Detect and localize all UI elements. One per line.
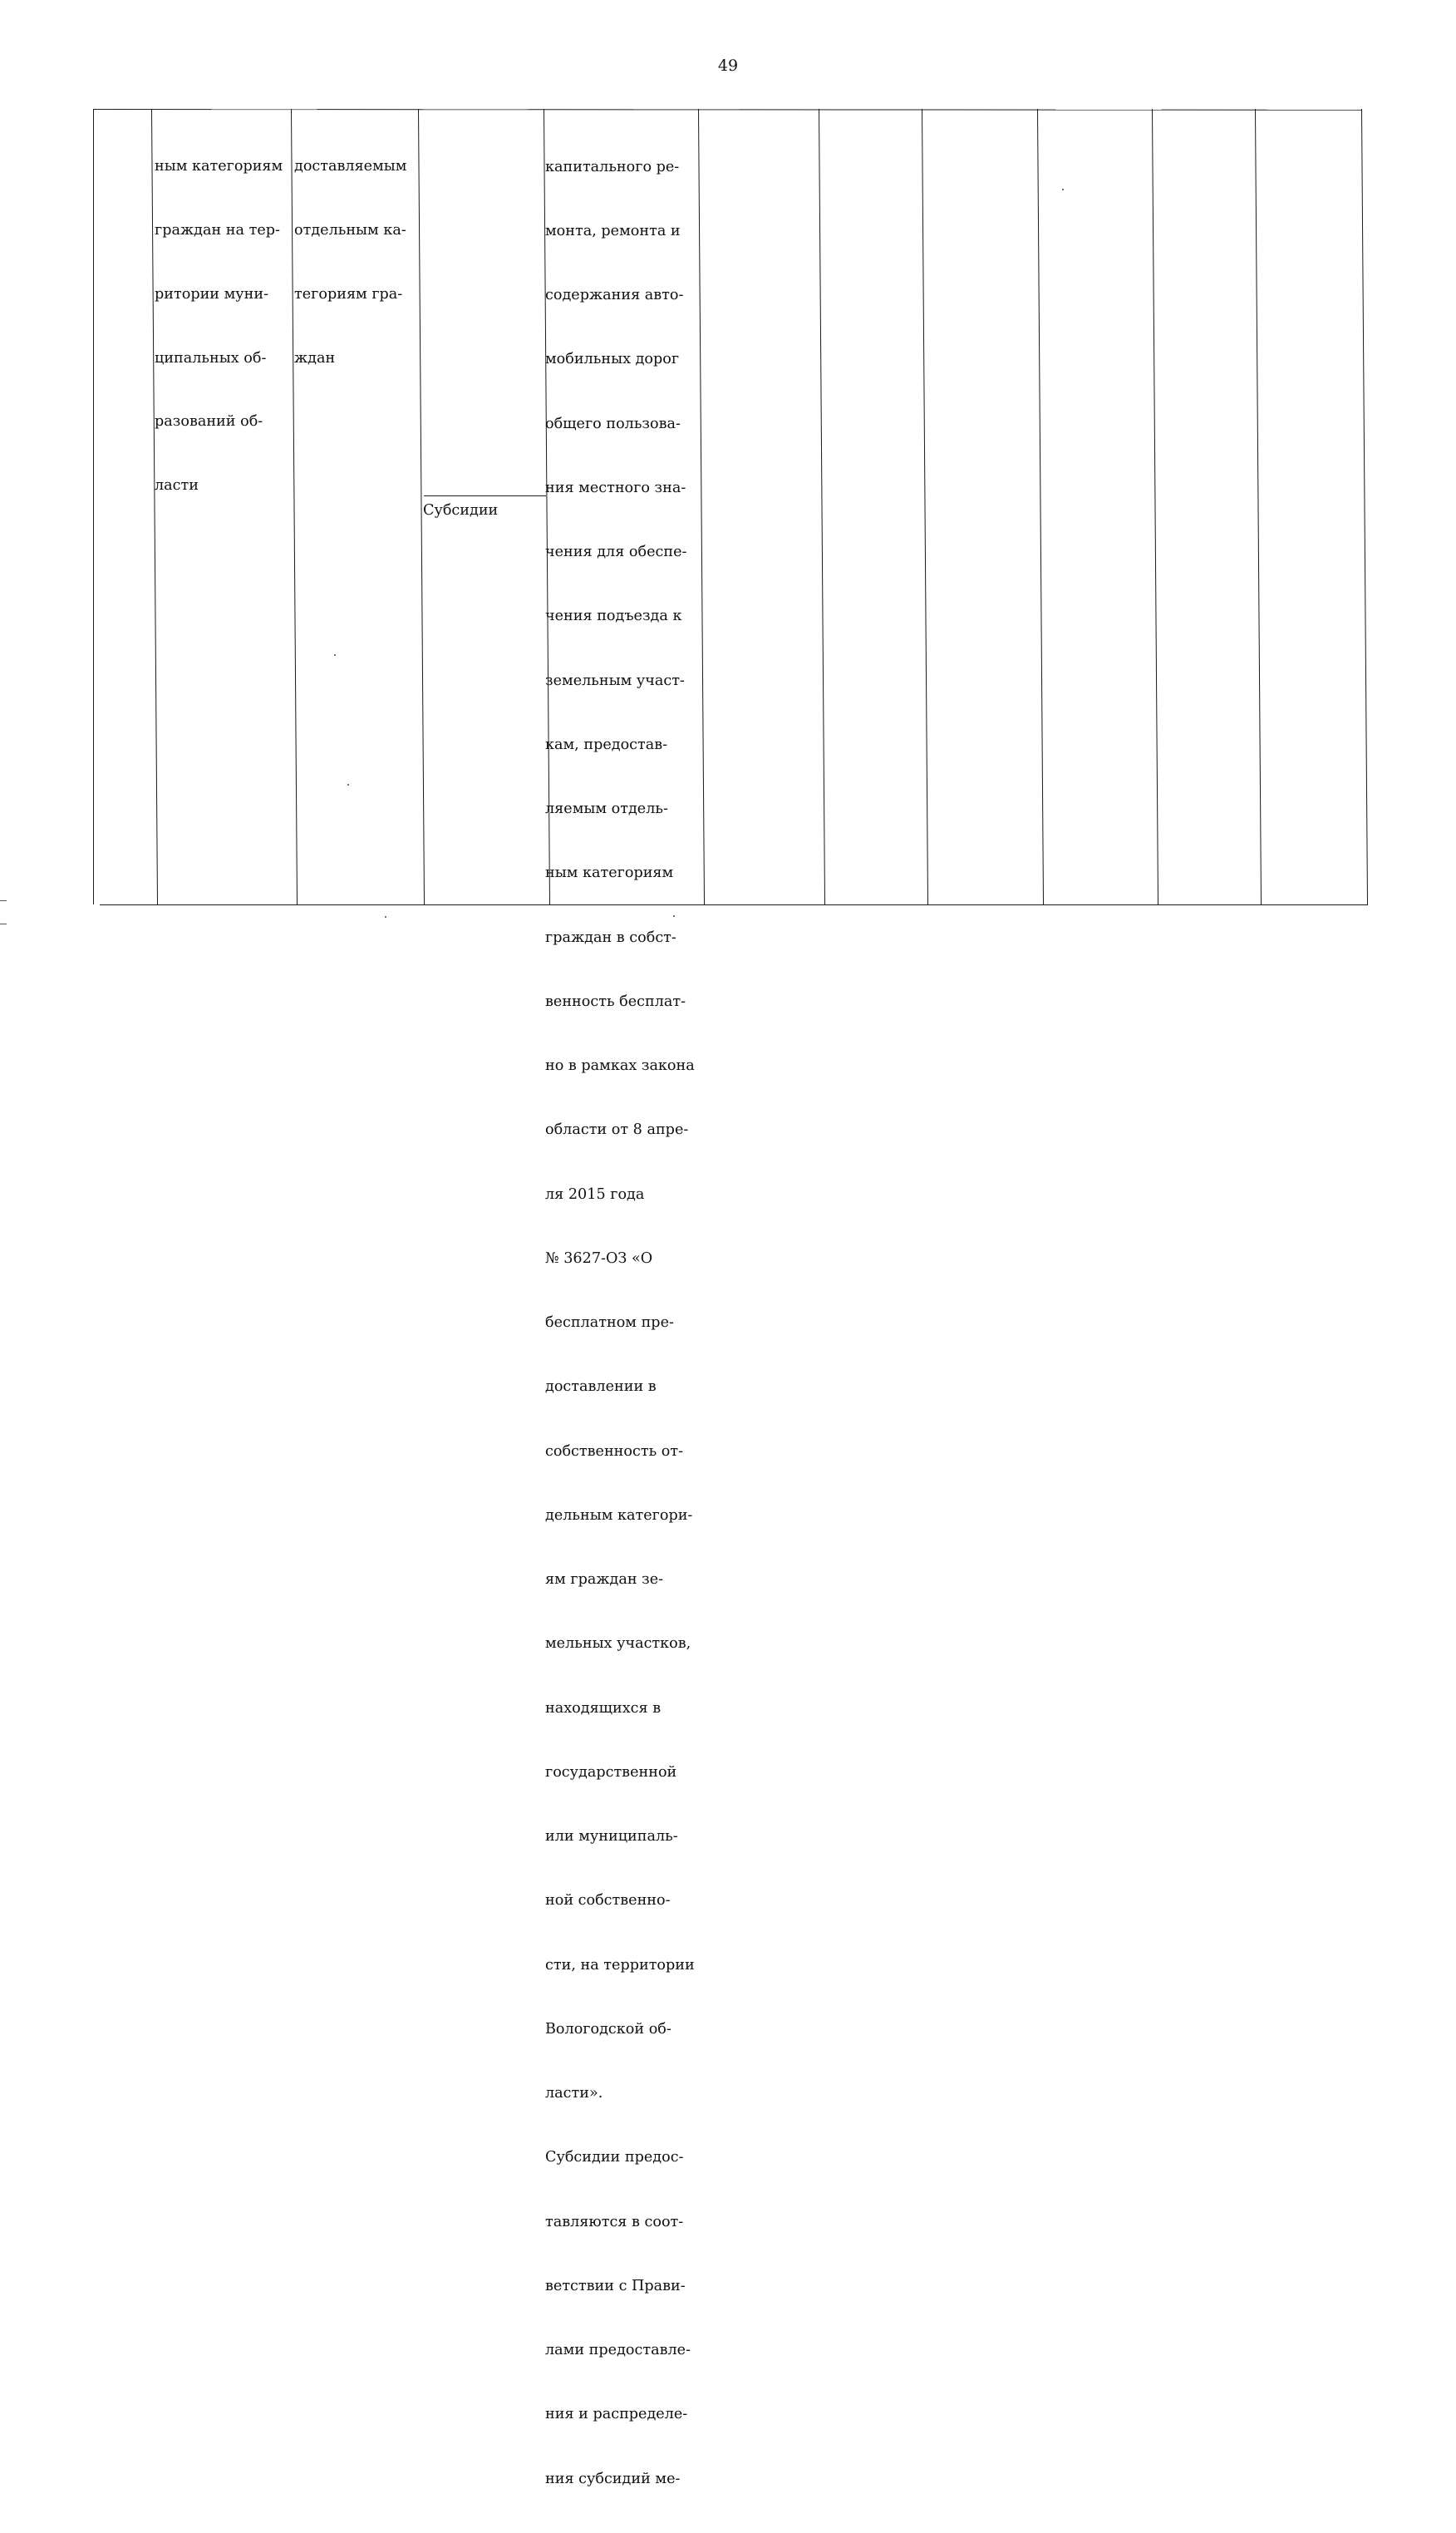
col2-line: ципальных об- bbox=[155, 349, 267, 367]
table-top-border bbox=[93, 109, 1361, 111]
col2-line: ритории муни- bbox=[155, 285, 269, 303]
col-border-1 bbox=[93, 109, 94, 904]
col5-line: сти, на территории bbox=[545, 1956, 695, 1974]
col5-line: ния местного зна- bbox=[545, 479, 686, 496]
table-bottom-border bbox=[100, 904, 1368, 905]
col-border-12 bbox=[1361, 109, 1368, 904]
col5-line: общего пользова- bbox=[545, 415, 681, 432]
col5-line: государственной bbox=[545, 1763, 677, 1781]
col-border-9 bbox=[1037, 109, 1044, 904]
col2-line: ным категориям bbox=[155, 158, 283, 175]
col5-line: № 3627-ОЗ «О bbox=[545, 1249, 653, 1267]
col-border-10 bbox=[1152, 109, 1158, 904]
col5-line: чения подъезда к bbox=[545, 608, 682, 625]
col3-line: тегориям гра- bbox=[294, 285, 403, 303]
col5-line: капитального ре- bbox=[545, 158, 680, 175]
col5-line: монта, ремонта и bbox=[545, 222, 681, 239]
col2-line: граждан на тер- bbox=[155, 221, 280, 239]
col5-line: ным категориям bbox=[545, 865, 674, 882]
col5-line: Субсидии предос- bbox=[545, 2149, 684, 2166]
col5-line: ния и распределе- bbox=[545, 2406, 688, 2423]
col5-line: ветствии с Прави- bbox=[545, 2277, 686, 2294]
col5-line: области от 8 апре- bbox=[545, 1121, 689, 1139]
col3-line: доставляемым bbox=[294, 158, 407, 175]
col3-line: отдельным ка- bbox=[294, 221, 406, 239]
scan-speck bbox=[1062, 189, 1064, 190]
col5-line: ляемым отдель- bbox=[545, 801, 668, 817]
col5-line: находящихся в bbox=[545, 1699, 662, 1717]
col5-line: ям граждан зе- bbox=[545, 1571, 664, 1588]
col5-line: венность бесплат- bbox=[545, 993, 686, 1010]
col5-line: чения для обеспе- bbox=[545, 544, 687, 560]
col2-cell bbox=[155, 114, 283, 540]
col5-line: лами предоставле- bbox=[545, 2342, 691, 2358]
col-border-8 bbox=[922, 109, 928, 904]
col2-line: ласти bbox=[155, 477, 199, 495]
page-number: 49 bbox=[717, 57, 739, 75]
col-border-11 bbox=[1255, 109, 1262, 904]
col5-line: граждан в собст- bbox=[545, 929, 676, 946]
col5-line: собственность от- bbox=[545, 1442, 684, 1460]
subsidy-label: Субсидии bbox=[423, 502, 499, 519]
col5-line: мобильных дорог bbox=[545, 351, 680, 368]
col5-line: ния субсидий ме- bbox=[545, 2470, 681, 2487]
col-border-7 bbox=[819, 109, 825, 904]
col5-line: содержания авто- bbox=[545, 287, 684, 303]
col5-line: мельных участков, bbox=[545, 1635, 691, 1653]
col5-line: дельным категори- bbox=[545, 1506, 693, 1524]
col2-line: разований об- bbox=[155, 413, 263, 431]
col5-line: доставлении в bbox=[545, 1378, 657, 1396]
col5-line: бесплатном пре- bbox=[545, 1314, 674, 1331]
scan-speck bbox=[347, 784, 349, 786]
scan-speck bbox=[334, 654, 336, 656]
col5-line: или муниципаль- bbox=[545, 1828, 678, 1845]
col5-line: Вологодской об- bbox=[545, 2020, 671, 2038]
col3-line: ждан bbox=[294, 349, 336, 367]
col5-line: земельным участ- bbox=[545, 672, 685, 689]
col5-line: ласти». bbox=[545, 2085, 603, 2102]
col5-line: но в рамках закона bbox=[545, 1057, 695, 1074]
col3-cell bbox=[294, 114, 406, 411]
subsidy-row-divider bbox=[424, 495, 546, 496]
scan-edge-mark bbox=[0, 900, 7, 901]
col5-line: кам, предостав- bbox=[545, 736, 668, 753]
col-border-6 bbox=[698, 109, 705, 904]
col5-cell bbox=[545, 114, 695, 2533]
scan-speck bbox=[673, 915, 675, 917]
scan-speck bbox=[385, 916, 386, 918]
col5-line: тавляются в соот- bbox=[545, 2213, 684, 2230]
col5-line: ля 2015 года bbox=[545, 1185, 645, 1203]
col5-line: ной собственно- bbox=[545, 1892, 671, 1910]
